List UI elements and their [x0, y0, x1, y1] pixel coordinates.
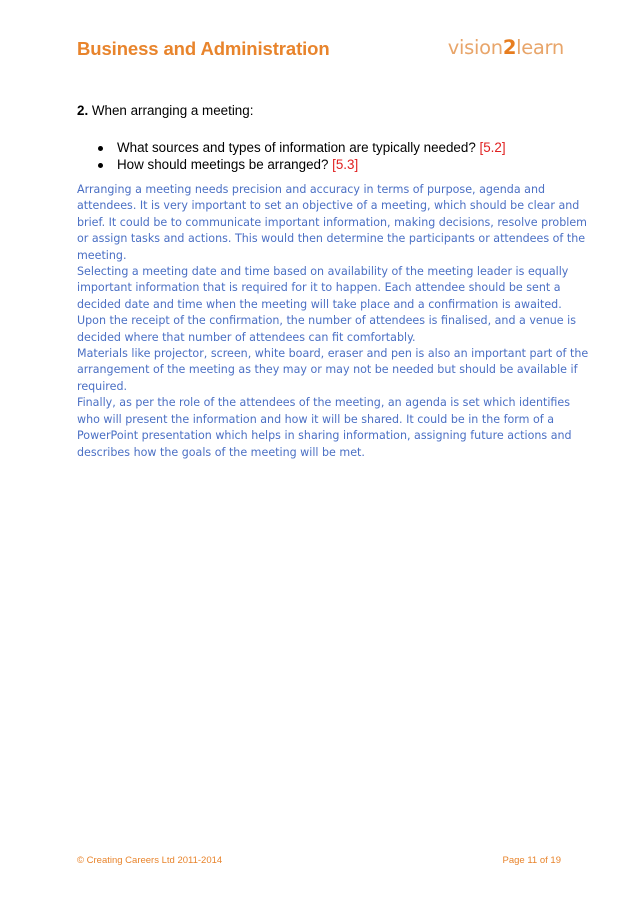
answer-line: brief. It could be to communicate important information, making decisions, resolve problem	[77, 215, 587, 229]
question-bullet-list	[96, 140, 506, 173]
criteria-reference: [5.2]	[479, 140, 506, 155]
header-title: Business and Administration	[77, 38, 330, 59]
answer-line: required.	[77, 379, 128, 393]
answer-line: or assign tasks and actions. This would then determine the participants or attendees of the	[77, 232, 586, 246]
bullet-icon	[98, 146, 103, 151]
answer-line: Finally, as per the role of the attendees of the meeting, an agenda is set which identifies	[77, 396, 571, 410]
answer-line: arrangement of the meeting as they may or may not be needed but should be available if	[77, 363, 578, 377]
answer-line: decided where that number of attendees can fit comfortably.	[77, 330, 416, 344]
answer-line: attendees. It is very important to set an objective of a meeting, which should be clear and	[77, 199, 580, 213]
question-text: When arranging a meeting:	[88, 103, 254, 118]
bullet-text: What sources and types of information are typically needed?	[117, 140, 476, 155]
answer-line: meeting.	[77, 248, 127, 262]
bullet-text: How should meetings be arranged?	[117, 156, 329, 172]
answer-line: describes how the goals of the meeting will be met.	[77, 445, 365, 459]
answer-line: Selecting a meeting date and time based on availability of the meeting leader is equally	[77, 265, 569, 279]
logo-text-2: 2	[502, 36, 517, 59]
answer-text	[77, 182, 589, 461]
answer-line: PowerPoint presentation which helps in sharing information, assigning future actions and	[77, 429, 572, 443]
page-number: Page 11 of 19	[502, 855, 561, 866]
answer-line: Materials like projector, screen, white board, eraser and pen is also an important part of the	[77, 347, 589, 361]
list-item	[96, 157, 506, 174]
answer-line: Upon the receipt of the confirmation, the number of attendees is finalised, and a venue is	[77, 314, 577, 328]
question-number: 2.	[77, 103, 89, 118]
question-heading	[77, 103, 253, 118]
bullet-icon	[98, 163, 103, 168]
vision2learn-logo	[448, 36, 564, 59]
logo-text-vision: vision	[447, 36, 503, 59]
logo-text-learn: learn	[516, 36, 564, 59]
criteria-reference: [5.3]	[332, 156, 359, 172]
answer-line: Arranging a meeting needs precision and accuracy in terms of purpose, agenda and	[77, 183, 546, 196]
page-header	[77, 36, 564, 66]
answer-line: decided date and time when the meeting will take place and a confirmation is awaited.	[77, 297, 562, 311]
list-item	[96, 140, 506, 157]
answer-line: who will present the information and how it will be shared. It could be in the form of a	[77, 412, 554, 426]
answer-line: important information that is required for it to happen. Each attendee should be sent a	[77, 281, 561, 295]
footer-copyright: © Creating Careers Ltd 2011-2014	[77, 855, 223, 866]
